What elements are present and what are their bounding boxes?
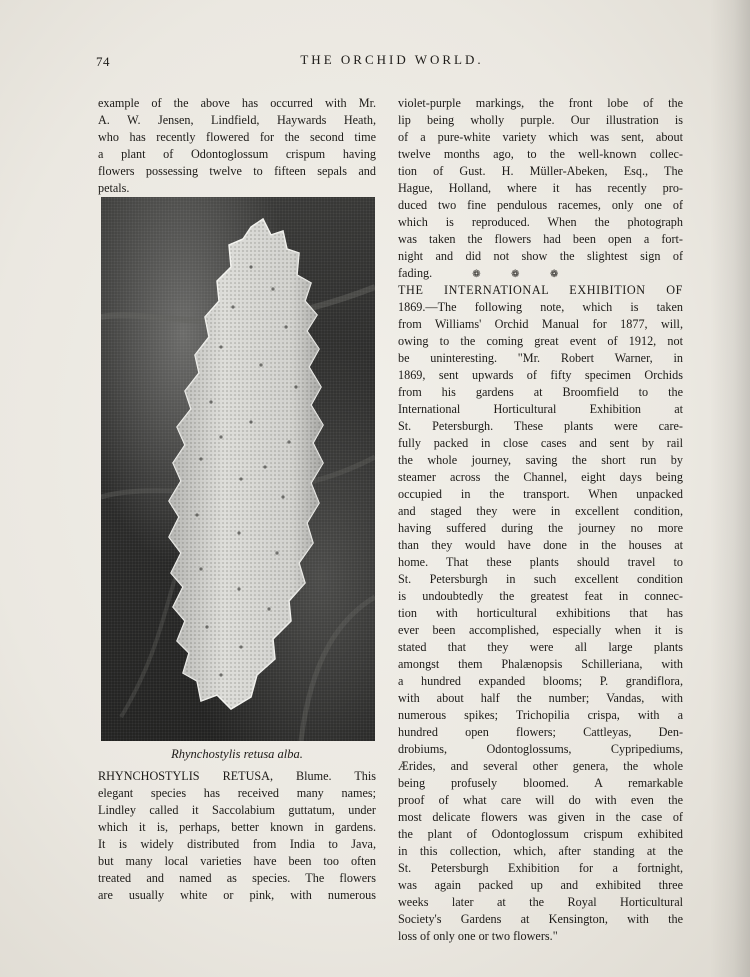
text-line: duced two fine pendulous racemes, only one of: [398, 198, 683, 212]
text-line: is undoubtedly the greatest feat in connec-: [398, 589, 683, 603]
text-line: and staged they were in excellent condition,: [398, 504, 683, 518]
text-line: the whole journey, saving the short run by: [398, 453, 683, 467]
text-line: be uninteresting. "Mr. Robert Warner, in: [398, 351, 683, 365]
text-line: was taken the flowers had been open a fort-: [398, 232, 683, 246]
text-line: St. Petersburgh. These plants were care-: [398, 419, 683, 433]
text-line: in this collection, which, after standing at the: [398, 844, 683, 858]
text-line: weeks later at the Royal Horticultural: [398, 895, 683, 909]
text-line: night and did not show the slightest sign of: [398, 249, 683, 263]
text-line: St. Petersburgh Exhibition for a fortnight,: [398, 861, 683, 875]
text-line: but many local varieties have been too often: [98, 854, 376, 868]
text-line: are usually white or pink, with numerous: [98, 888, 376, 902]
text-line: Ærides, and several other genera, the whole: [398, 759, 683, 773]
page-number: 74: [96, 54, 110, 69]
text-line: It is widely distributed from India to Java,: [98, 837, 376, 851]
text-line: ever been accomplished, especially when it is: [398, 623, 683, 637]
page-edge-shadow: [710, 0, 750, 977]
text-line: home. That these plants should travel to: [398, 555, 683, 569]
text-line: International Horticultural Exhibition at: [398, 402, 683, 416]
text-line: the plant of Odontoglossum crispum exhibited: [398, 827, 683, 841]
text-line: which it is, perhaps, better known in gardens.: [98, 820, 376, 834]
text-line: steamer across the Channel, eight days being: [398, 470, 683, 484]
text-line: having suffered during the journey no more: [398, 521, 683, 535]
left-column-bottom-text: [98, 768, 376, 904]
text-line: violet-purple markings, the front lobe of the: [398, 96, 683, 110]
text-line: loss of only one or two flowers.": [398, 929, 558, 943]
text-line: being profusely bloomed. A remarkable: [398, 776, 683, 790]
text-line: twelve months ago, to the well-known collec-: [398, 147, 683, 161]
text-line: St. Petersburgh in such excellent condition: [398, 572, 683, 586]
text-line: elegant species has received many names;: [98, 786, 376, 800]
text-line: who has recently flowered for the second time: [98, 130, 376, 144]
text-line: was again packed up and exhibited three: [398, 878, 683, 892]
text-line: Lindley called it Saccolabium guttatum, under: [98, 803, 376, 817]
text-line: fully packed in close cases and sent by rail: [398, 436, 683, 450]
text-line-with-ornaments: [398, 265, 683, 282]
text-line: RHYNCHOSTYLIS RETUSA, Blume. This: [98, 769, 376, 783]
text-line: occupied in the transport. When unpacked: [398, 487, 683, 501]
running-title: THE ORCHID WORLD.: [300, 52, 484, 67]
text-line: treated and named as species. The flowers: [98, 871, 376, 885]
text-line: Hague, Holland, where it has recently pro-: [398, 181, 683, 195]
figure-caption: Rhynchostylis retusa alba.: [171, 747, 303, 761]
text-line: stated that they were all large plants: [398, 640, 683, 654]
text-line: owing to the coming great event of 1912, not: [398, 334, 683, 348]
text-line: petals.: [98, 181, 130, 195]
text-line: which is reproduced. When the photograph: [398, 215, 683, 229]
halftone-texture: [101, 197, 375, 741]
ornament-icons: ❁ ❁ ❁: [472, 269, 573, 280]
orchid-photograph: [101, 197, 375, 741]
text-line: tion with horticultural exhibitions that has: [398, 606, 683, 620]
section-heading-line: THE INTERNATIONAL EXHIBITION OF: [398, 283, 683, 297]
text-line: hundred open flowers; Cattleyas, Den-: [398, 725, 683, 739]
text-line: flowers possessing twelve to fifteen sepals and: [98, 164, 376, 178]
text-line: 1869.—The following note, which is taken: [398, 300, 683, 314]
text-line: from his gardens at Broomfield to the: [398, 385, 683, 399]
right-column-text: [398, 95, 683, 945]
text-line: than they would have done in the houses at: [398, 538, 683, 552]
text-line: 1869, sent upwards of fifty specimen Orchids: [398, 368, 683, 382]
text-line: amongst them Phalænopsis Schilleriana, with: [398, 657, 683, 671]
left-column-top-text: [98, 95, 376, 197]
text-line: tion of Gust. H. Müller-Abeken, Esq., The: [398, 164, 683, 178]
text-line: a plant of Odontoglossum crispum having: [98, 147, 376, 161]
text-line: a hundred expanded blooms; P. grandiflora,: [398, 674, 683, 688]
text-line: drobiums, Odontoglossums, Cypripediums,: [398, 742, 683, 756]
text-line: most delicate flowers was given in the case of: [398, 810, 683, 824]
text-line: lip being wholly purple. Our illustration is: [398, 113, 683, 127]
text-line: from Williams' Orchid Manual for 1877, will,: [398, 317, 683, 331]
text-line: A. W. Jensen, Lindfield, Haywards Heath,: [98, 113, 376, 127]
text-line: example of the above has occurred with Mr.: [98, 96, 376, 110]
text-line: proof of what care will do with even the: [398, 793, 683, 807]
text-fragment: fading.: [398, 266, 433, 280]
text-line: numerous spikes; Trichopilia crispa, with a: [398, 708, 683, 722]
text-line: Society's Gardens at Kensington, with the: [398, 912, 683, 926]
text-line: of a pure-white variety which was sent, about: [398, 130, 683, 144]
page-header: [96, 50, 688, 72]
text-line: with about half the number; Vandas, with: [398, 691, 683, 705]
